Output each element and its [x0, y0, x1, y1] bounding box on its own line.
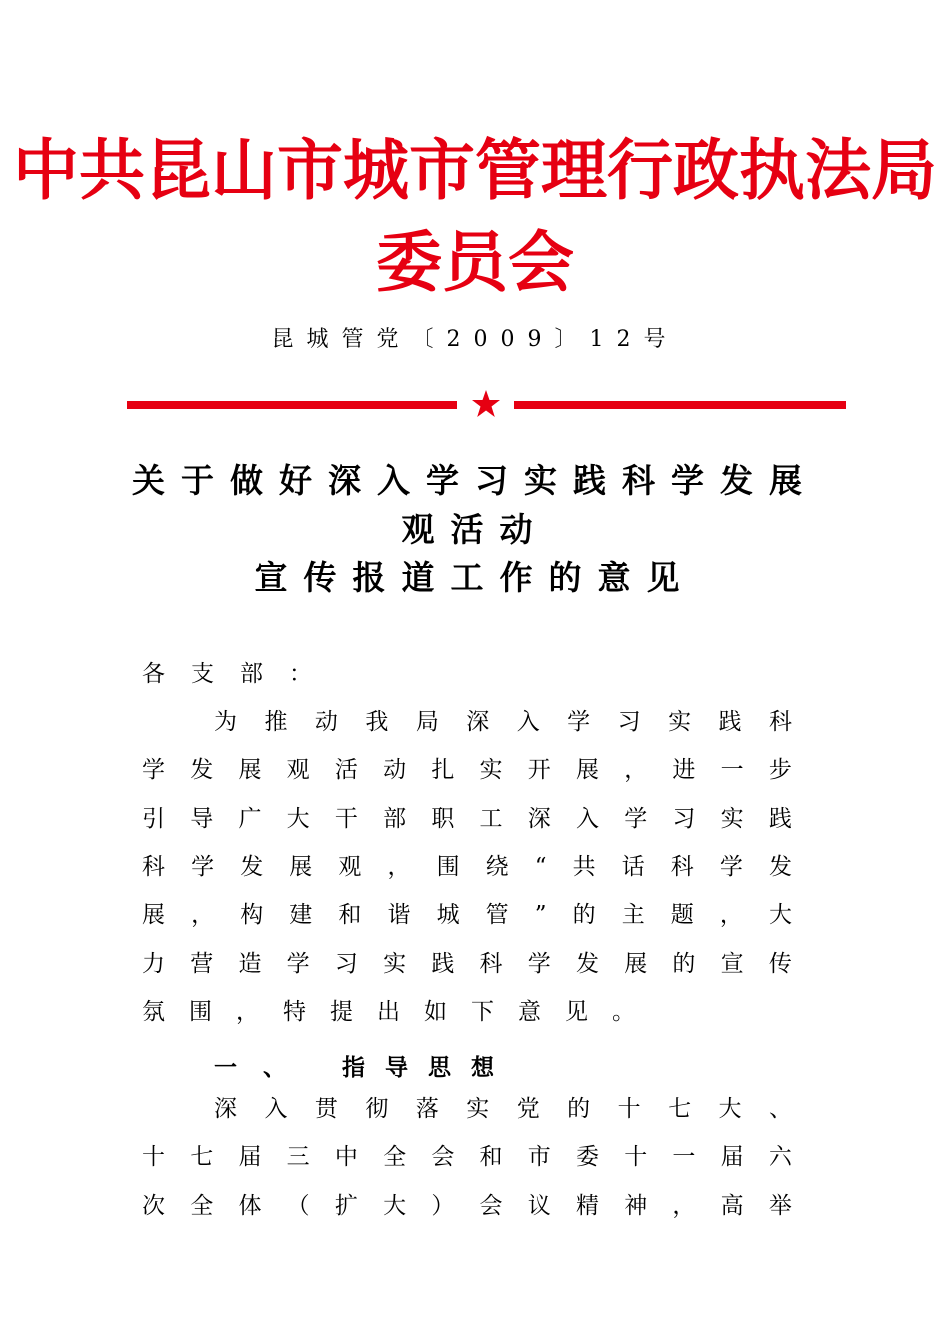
body-line: 学 发 展 观 活 动 扎 实 开 展 ， 进 一 步	[142, 757, 792, 783]
salutation: 各 支 部 ：	[142, 661, 312, 687]
document-title-line2: 观活动	[401, 510, 549, 549]
document-title-line3: 宣传报道工作的意见	[254, 558, 696, 597]
section-number: 一、	[214, 1055, 312, 1081]
body-line: 引 导 广 大 干 部 职 工 深 入 学 习 实 践	[142, 806, 792, 832]
red-rule-left	[127, 401, 457, 409]
section-heading	[214, 1049, 514, 1082]
body-line: 力 营 造 学 习 实 践 科 学 发 展 的 宣 传	[142, 951, 792, 977]
body-line: 氛 围 ， 特 提 出 如 下 意 见 。	[142, 999, 635, 1025]
body-line: 科 学 发 展 观 ， 围 绕 “ 共 话 科 学 发	[142, 854, 792, 880]
body-line: 展 ， 构 建 和 谐 城 管 ” 的 主 题 ， 大	[142, 902, 792, 928]
star-icon	[471, 389, 501, 419]
org-name-line1: 中共昆山市城市管理行政执法局	[13, 132, 937, 209]
section-title: 指导思想	[342, 1055, 514, 1081]
org-name-line2: 委员会	[376, 224, 574, 301]
body-line: 深 入 贯 彻 落 实 党 的 十 七 大 、	[214, 1096, 792, 1122]
red-rule-right	[514, 401, 846, 409]
document-number: 昆城管党〔2009〕12号	[271, 327, 679, 352]
body-line: 为 推 动 我 局 深 入 学 习 实 践 科	[214, 709, 792, 735]
document-title-line1: 关于做好深入学习实践科学发展	[132, 461, 818, 500]
body-line: 十 七 届 三 中 全 会 和 市 委 十 一 届 六	[142, 1144, 792, 1170]
body-line: 次 全 体 （ 扩 大 ） 会 议 精 神 ， 高 举	[142, 1193, 792, 1219]
